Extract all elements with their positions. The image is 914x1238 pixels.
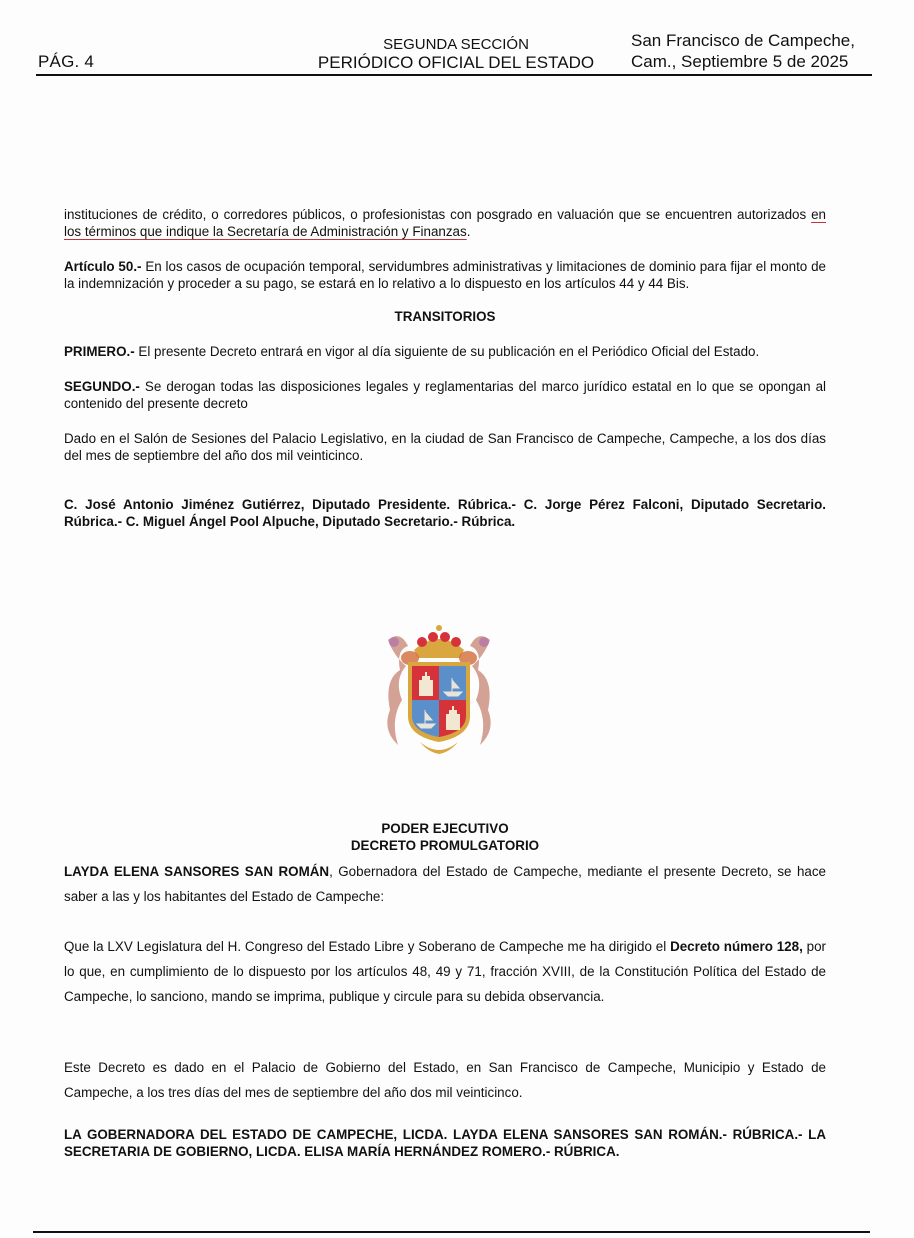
transitorio-primero	[64, 343, 826, 360]
paragraph-este	[64, 1055, 826, 1105]
segundo-label: SEGUNDO.-	[64, 379, 140, 394]
que-text-cont: por lo que, en cumplimiento de lo dispuesto por los artículos 48, 49 y 71, fracción XVIII, de la Constitución Política del Estado de Campeche, lo sanciono, mando se imprima, publique y circule para su debida observancia.	[64, 939, 827, 1004]
footer-rule	[33, 1231, 870, 1233]
transitorio-segundo	[64, 378, 826, 412]
intro-text: instituciones de crédito, o corredores públicos, o profesionistas con posgrado en valuación que se encuentren autorizados	[64, 207, 812, 222]
transitorios-heading: TRANSITORIOS	[394, 309, 496, 324]
legislative-signatures	[64, 496, 826, 530]
este-text: Este Decreto es dado en el Palacio de Gobierno del Estado, en San Francisco de Campeche, Municipio y Estado de Campeche, a los tres días del mes de septiembre del año dos mil veinticinco.	[64, 1060, 826, 1100]
article-50-text: En los casos de ocupación temporal, servidumbres administrativas y limitaciones de dominio para fijar el monto de la indemnización y proceder a su pago, se estará en lo relativo a lo dispuesto en los artículos 44 y 44 Bis.	[64, 259, 826, 291]
place-date	[631, 30, 855, 72]
crown-icon	[414, 625, 464, 658]
poder-ejecutivo-title: PODER EJECUTIVO	[381, 821, 509, 836]
date-line: Cam., Septiembre 5 de 2025	[631, 52, 849, 71]
page-header	[36, 30, 872, 76]
dado-text: Dado en el Salón de Sesiones del Palacio Legislativo, en la ciudad de San Francisco de Campeche, Campeche, a los dos días del mes de septiembre del año dos mil veinticinco.	[64, 431, 826, 463]
article-50	[64, 258, 826, 292]
gob-signatures-text: LA GOBERNADORA DEL ESTADO DE CAMPECHE, LICDA. LAYDA ELENA SANSORES SAN ROMÁN.- RÚBRICA.- LA SECRETARIA DE GOBIERNO, LICDA. ELISA MARÍA HERNÁNDEZ ROMERO.- RÚBRICA.	[64, 1127, 826, 1159]
primero-label: PRIMERO.-	[64, 344, 135, 359]
publication-name: PERIÓDICO OFICIAL DEL ESTADO	[317, 53, 595, 72]
article-50-label: Artículo 50.-	[64, 259, 142, 274]
page-number: PÁG. 4	[38, 52, 95, 71]
governor-text: , Gobernadora del Estado de Campeche, mediante el presente Decreto, se hace saber a las y los habitantes del Estado de Campeche:	[64, 864, 826, 904]
governor-name: LAYDA ELENA SANSORES SAN ROMÁN	[64, 864, 330, 879]
decreto-promulgatorio-title: DECRETO PROMULGATORIO	[350, 838, 540, 853]
intro-end: .	[466, 224, 471, 239]
section-label: SEGUNDA SECCIÓN	[383, 36, 529, 53]
signatures-text: C. José Antonio Jiménez Gutiérrez, Diputado Presidente. Rúbrica.- C. Jorge Pérez Falconi, Diputado Secretario. Rúbrica.- C. Miguel Ángel Pool Alpuche, Diputado Secretario.- Rúbrica.	[64, 497, 826, 529]
decreto-number: Decreto número 128,	[670, 939, 803, 954]
paragraph-que	[64, 934, 826, 1009]
segundo-text: Se derogan todas las disposiciones legales y reglamentarias del marco jurídico estatal en lo que se opongan al contenido del presente decreto	[64, 379, 826, 411]
paragraph-governor	[64, 844, 826, 909]
primero-text: El presente Decreto entrará en vigor al día siguiente de su publicación en el Periódico Oficial del Estado.	[134, 344, 760, 359]
paragraph-intro	[64, 206, 826, 240]
underlined-phrase: en los términos que indique la Secretaría de Administración y Finanzas	[64, 207, 826, 239]
executive-signatures	[64, 1126, 826, 1160]
que-text: Que la LXV Legislatura del H. Congreso del Estado Libre y Soberano de Campeche me ha dirigido el	[64, 939, 671, 954]
place-line: San Francisco de Campeche,	[631, 31, 855, 50]
paragraph-dado	[64, 430, 826, 464]
coat-of-arms-icon	[380, 620, 498, 760]
publication-heading	[306, 36, 606, 72]
